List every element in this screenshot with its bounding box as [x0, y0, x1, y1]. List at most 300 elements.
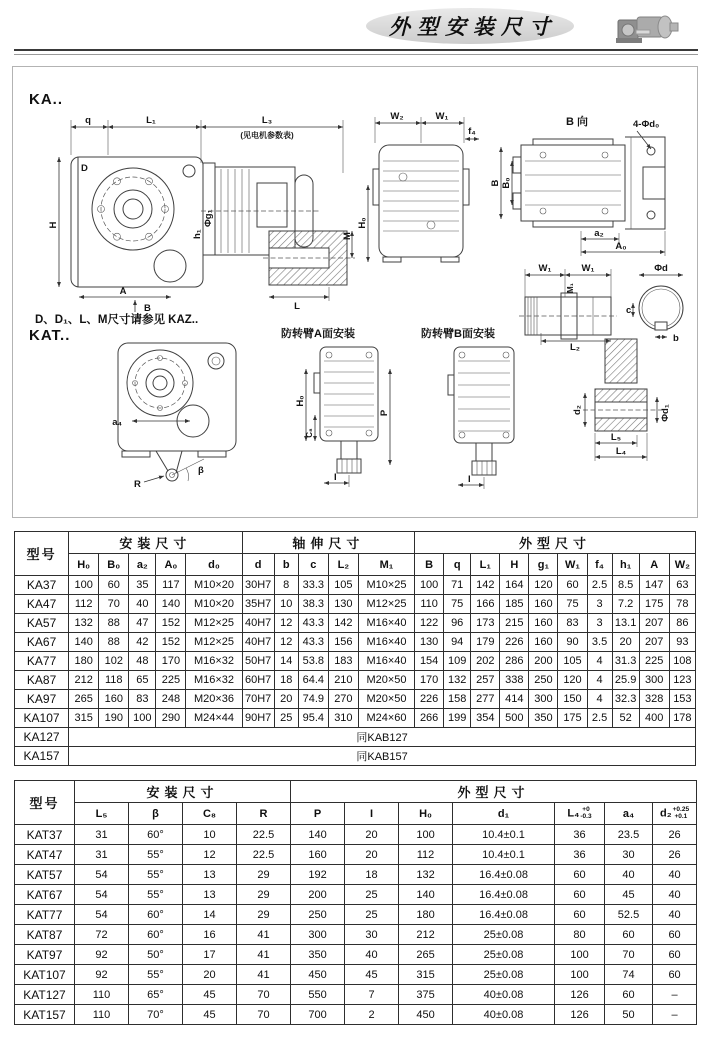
- model-cell: KA87: [15, 671, 69, 690]
- data-cell: 140: [399, 885, 453, 905]
- data-cell: 40H7: [242, 633, 274, 652]
- data-cell: 70: [237, 1005, 291, 1025]
- group-header: 外型尺寸: [291, 781, 697, 803]
- motor-table-note: (见电机参数表): [240, 131, 294, 140]
- data-cell: 140: [69, 633, 99, 652]
- data-cell: 153: [669, 690, 695, 709]
- dim-label-h0-side: H₀: [357, 217, 368, 229]
- ka-table-container: [14, 531, 696, 766]
- data-cell: 120: [529, 576, 558, 595]
- data-cell: 178: [669, 709, 695, 728]
- ka-housing: [71, 157, 203, 287]
- data-cell: –: [653, 985, 697, 1005]
- data-cell: 117: [156, 576, 186, 595]
- data-cell: 120: [558, 671, 587, 690]
- column-label: d₂: [660, 807, 672, 820]
- data-cell: 105: [558, 652, 587, 671]
- data-cell: 20: [183, 965, 237, 985]
- model-cell: KAT37: [15, 825, 75, 845]
- model-cell: KAT47: [15, 845, 75, 865]
- data-cell: 4: [587, 690, 612, 709]
- data-cell: 55°: [129, 865, 183, 885]
- data-cell: 315: [69, 709, 99, 728]
- data-cell: 123: [669, 671, 695, 690]
- data-cell: 183: [328, 652, 358, 671]
- data-cell: 36: [555, 845, 605, 865]
- dim-label-l3: L₃: [261, 115, 273, 126]
- dim-label-c8: C₈: [305, 428, 314, 438]
- model-cell: KAT67: [15, 885, 75, 905]
- data-cell: 88: [99, 614, 129, 633]
- dim-label-i-a: I: [334, 472, 337, 483]
- data-cell: 50: [605, 1005, 653, 1025]
- table-row: [15, 965, 697, 985]
- dim-label-beta: β: [198, 465, 204, 476]
- data-cell: 173: [471, 614, 500, 633]
- data-cell: 7: [345, 985, 399, 1005]
- data-cell: 350: [291, 945, 345, 965]
- data-cell: 25.9: [612, 671, 639, 690]
- data-cell: 152: [156, 633, 186, 652]
- dim-label-i-b: I: [468, 474, 471, 485]
- data-cell: 54: [75, 885, 129, 905]
- tolerance-lower: -0.3: [580, 812, 592, 820]
- kat-shaft-body: [583, 339, 665, 431]
- data-cell: 70: [605, 945, 653, 965]
- kat-arm: [144, 451, 204, 482]
- dim-label-h0-arm: H₀: [295, 395, 306, 407]
- data-cell: 50°: [129, 945, 183, 965]
- data-cell: 112: [69, 595, 99, 614]
- tolerance-lower: +0.1: [674, 812, 688, 820]
- data-cell: 140: [156, 595, 186, 614]
- data-cell: 52.5: [605, 905, 653, 925]
- column-header: [555, 803, 605, 825]
- data-cell: 199: [444, 709, 471, 728]
- data-cell: M10×25: [358, 576, 414, 595]
- data-cell: 70: [237, 985, 291, 1005]
- model-cell: KA47: [15, 595, 69, 614]
- data-cell: 200: [529, 652, 558, 671]
- data-cell: 100: [555, 965, 605, 985]
- data-cell: –: [653, 1005, 697, 1025]
- data-cell: 16.4±0.08: [453, 865, 555, 885]
- table-row: [15, 633, 696, 652]
- data-cell: 212: [399, 925, 453, 945]
- data-cell: 110: [415, 595, 444, 614]
- data-cell: 7.2: [612, 595, 639, 614]
- data-cell: 10: [274, 595, 298, 614]
- data-cell: 212: [69, 671, 99, 690]
- data-cell: 180: [69, 652, 99, 671]
- model-cell: KA127: [15, 728, 69, 747]
- data-cell: 29: [237, 885, 291, 905]
- data-cell: 164: [500, 576, 529, 595]
- kat-arm-a-view-drawing: [296, 341, 398, 491]
- data-cell: 33.3: [298, 576, 328, 595]
- data-cell: 277: [471, 690, 500, 709]
- data-cell: 30: [345, 925, 399, 945]
- data-cell: 55°: [129, 885, 183, 905]
- data-cell: 202: [471, 652, 500, 671]
- data-cell: 265: [399, 945, 453, 965]
- data-cell: 13.1: [612, 614, 639, 633]
- data-cell: 52: [612, 709, 639, 728]
- data-cell: 170: [156, 652, 186, 671]
- group-header: 安装尺寸: [69, 532, 242, 554]
- data-cell: 60°: [129, 925, 183, 945]
- data-cell: 38.3: [298, 595, 328, 614]
- data-cell: 8.5: [612, 576, 639, 595]
- data-cell: 150: [558, 690, 587, 709]
- ka-side-view-drawing: [357, 107, 483, 269]
- tolerance: [673, 807, 689, 820]
- data-cell: 207: [639, 614, 669, 633]
- data-cell: 100: [555, 945, 605, 965]
- column-header: L₂: [328, 554, 358, 576]
- data-cell: 90: [558, 633, 587, 652]
- data-cell: 175: [558, 709, 587, 728]
- column-header: H₀: [399, 803, 453, 825]
- data-cell: 40: [345, 945, 399, 965]
- b-view-label: B 向: [566, 116, 588, 128]
- data-cell: 60: [555, 885, 605, 905]
- data-cell: 74: [605, 965, 653, 985]
- data-cell: 14: [274, 652, 298, 671]
- data-cell: 160: [529, 633, 558, 652]
- data-cell: 25: [345, 905, 399, 925]
- model-cell: KAT97: [15, 945, 75, 965]
- dim-label-r: R: [134, 479, 141, 490]
- data-cell: 160: [529, 614, 558, 633]
- data-cell: 207: [639, 633, 669, 652]
- data-cell: 70H7: [242, 690, 274, 709]
- group-header: 安装尺寸: [75, 781, 291, 803]
- model-column-header: 型号: [15, 532, 69, 576]
- group-header: 外型尺寸: [415, 532, 696, 554]
- data-cell: 102: [99, 652, 129, 671]
- column-header: d₀: [186, 554, 242, 576]
- kat-series-label: KAT..: [29, 327, 71, 344]
- ka-dimensions-table: [14, 531, 696, 766]
- data-cell: 105: [328, 576, 358, 595]
- data-cell: 158: [444, 690, 471, 709]
- arm-a-dims: [306, 369, 390, 487]
- data-cell: 40: [129, 595, 156, 614]
- data-cell: 40±0.08: [453, 1005, 555, 1025]
- data-cell: 3: [587, 614, 612, 633]
- data-cell: 354: [471, 709, 500, 728]
- data-cell: 31: [75, 825, 129, 845]
- model-cell: KA107: [15, 709, 69, 728]
- data-cell: 132: [399, 865, 453, 885]
- data-cell: 18: [274, 671, 298, 690]
- data-cell: 20: [345, 825, 399, 845]
- dim-label-m: M: [342, 232, 353, 240]
- data-cell: 122: [415, 614, 444, 633]
- dim-label-w1-a: W₁: [538, 263, 552, 274]
- data-cell: 40±0.08: [453, 985, 555, 1005]
- data-cell: 16.4±0.08: [453, 905, 555, 925]
- data-cell: 60: [653, 965, 697, 985]
- bolt-holes-label: 4-Φd₀: [633, 119, 660, 130]
- data-cell: 40: [605, 865, 653, 885]
- model-cell: KAT157: [15, 1005, 75, 1025]
- data-cell: M10×20: [186, 576, 242, 595]
- data-cell: 41: [237, 945, 291, 965]
- data-cell: 225: [156, 671, 186, 690]
- data-cell: 12: [183, 845, 237, 865]
- ka-side-body: [373, 145, 469, 262]
- data-cell: 60: [99, 576, 129, 595]
- data-cell: 147: [639, 576, 669, 595]
- data-cell: M24×60: [358, 709, 414, 728]
- data-cell: 132: [69, 614, 99, 633]
- dim-label-b0: B₀: [501, 177, 512, 189]
- data-cell: 25±0.08: [453, 925, 555, 945]
- data-cell: 180: [399, 905, 453, 925]
- data-cell: 108: [669, 652, 695, 671]
- ka-series-label: KA..: [29, 91, 63, 108]
- data-cell: 25±0.08: [453, 965, 555, 985]
- column-header: d₁: [453, 803, 555, 825]
- data-cell: 64.4: [298, 671, 328, 690]
- table-row: [15, 925, 697, 945]
- dim-label-p: P: [379, 409, 390, 417]
- table-row: [15, 728, 696, 747]
- dim-label-a: A: [119, 286, 127, 297]
- column-header: g₁: [529, 554, 558, 576]
- data-cell: 75: [444, 595, 471, 614]
- ka-key-section-drawing: [625, 263, 700, 343]
- data-cell: 4: [587, 652, 612, 671]
- data-cell: 43.3: [298, 633, 328, 652]
- data-cell: 160: [529, 595, 558, 614]
- data-cell: 13: [183, 865, 237, 885]
- data-cell: 30H7: [242, 576, 274, 595]
- data-cell: 96: [444, 614, 471, 633]
- data-cell: 35: [129, 576, 156, 595]
- data-cell: 257: [471, 671, 500, 690]
- table-row: [15, 1005, 697, 1025]
- data-cell: 45: [345, 965, 399, 985]
- data-cell: M10×20: [186, 595, 242, 614]
- data-cell: 36: [555, 825, 605, 845]
- data-cell: M16×40: [358, 633, 414, 652]
- data-cell: 338: [500, 671, 529, 690]
- tolerance-upper: +0.25: [672, 806, 690, 813]
- data-cell: 328: [639, 690, 669, 709]
- data-cell: 12: [274, 633, 298, 652]
- data-cell: 50H7: [242, 652, 274, 671]
- data-cell: 40H7: [242, 614, 274, 633]
- data-cell: 500: [500, 709, 529, 728]
- b-view-dims: [501, 147, 665, 256]
- data-cell: 110: [75, 985, 129, 1005]
- data-cell: 265: [69, 690, 99, 709]
- data-cell: 23.5: [605, 825, 653, 845]
- kat-housing: [118, 343, 236, 457]
- dim-label-l: L: [294, 301, 300, 312]
- dim-label-a0: A₀: [615, 241, 627, 252]
- data-cell: 142: [328, 614, 358, 633]
- table-row: [15, 825, 697, 845]
- data-cell: 60: [555, 865, 605, 885]
- data-cell: 60: [605, 925, 653, 945]
- data-cell: 60: [653, 945, 697, 965]
- dim-label-l1: L₁: [146, 115, 156, 126]
- data-cell: 54: [75, 865, 129, 885]
- data-cell: M16×40: [358, 652, 414, 671]
- data-cell: 60: [653, 925, 697, 945]
- data-cell: 2: [345, 1005, 399, 1025]
- data-cell: 414: [500, 690, 529, 709]
- dim-label-d: D: [81, 163, 88, 174]
- column-header: H₀: [69, 554, 99, 576]
- data-cell: 92: [75, 965, 129, 985]
- data-cell: 25: [345, 885, 399, 905]
- data-cell: 250: [529, 671, 558, 690]
- data-cell: 126: [555, 1005, 605, 1025]
- data-cell: 210: [328, 671, 358, 690]
- column-header: A: [639, 554, 669, 576]
- b-view-body: [513, 137, 665, 229]
- column-header: R: [237, 803, 291, 825]
- data-cell: 78: [669, 595, 695, 614]
- data-cell: 60: [605, 985, 653, 1005]
- page-title: 外型安装尺寸: [389, 16, 557, 39]
- data-cell: 53.8: [298, 652, 328, 671]
- dim-label-d2: d₂: [572, 404, 583, 416]
- model-cell: KAT107: [15, 965, 75, 985]
- data-cell: 270: [328, 690, 358, 709]
- ka-front-view-drawing: [48, 107, 359, 314]
- data-cell: 54: [75, 905, 129, 925]
- data-cell: 226: [415, 690, 444, 709]
- table-row: [15, 905, 697, 925]
- table-row: [15, 614, 696, 633]
- data-cell: 25±0.08: [453, 945, 555, 965]
- data-cell: 40: [653, 865, 697, 885]
- dim-label-g1: Φg₁: [203, 209, 214, 227]
- column-header: β: [129, 803, 183, 825]
- dim-label-l5: L₅: [610, 432, 622, 443]
- data-cell: 118: [99, 671, 129, 690]
- data-cell: 14: [183, 905, 237, 925]
- table-row: [15, 690, 696, 709]
- data-cell: M24×44: [186, 709, 242, 728]
- data-cell: 12: [274, 614, 298, 633]
- model-cell: KAT77: [15, 905, 75, 925]
- dim-label-phid1: Φd₁: [660, 404, 671, 422]
- column-header: a₂: [129, 554, 156, 576]
- gearmotor-photo-shapes: [616, 16, 678, 43]
- dim-label-q: q: [85, 115, 91, 126]
- data-cell: 60H7: [242, 671, 274, 690]
- column-header: H: [500, 554, 529, 576]
- data-cell: 286: [500, 652, 529, 671]
- data-cell: 400: [639, 709, 669, 728]
- data-cell: 160: [291, 845, 345, 865]
- data-cell: 70: [99, 595, 129, 614]
- dim-label-f4: f₄: [468, 126, 476, 137]
- column-header: q: [444, 554, 471, 576]
- data-cell: 83: [558, 614, 587, 633]
- column-header: d: [242, 554, 274, 576]
- data-cell: 226: [500, 633, 529, 652]
- header-divider: [14, 49, 698, 55]
- data-cell: 17: [183, 945, 237, 965]
- data-cell: 93: [669, 633, 695, 652]
- arm-a-install-label: 防转臂A面安装: [281, 328, 355, 340]
- data-cell: 10.4±0.1: [453, 845, 555, 865]
- data-cell: 2.5: [587, 709, 612, 728]
- ka-reference-note: D、D₁、L、M尺寸请参见 KAZ..: [35, 314, 199, 326]
- group-header: 轴伸尺寸: [242, 532, 414, 554]
- column-header: P: [291, 803, 345, 825]
- table-row: [15, 885, 697, 905]
- data-cell: 65: [129, 671, 156, 690]
- data-cell: M20×50: [358, 690, 414, 709]
- data-cell: 166: [471, 595, 500, 614]
- data-cell: 300: [291, 925, 345, 945]
- key-section-body: [633, 286, 683, 337]
- data-cell: 25: [274, 709, 298, 728]
- kat-arm-b-view-drawing: [436, 341, 533, 491]
- data-cell: 32.3: [612, 690, 639, 709]
- column-header: h₁: [612, 554, 639, 576]
- data-cell: 450: [291, 965, 345, 985]
- model-cell: KAT57: [15, 865, 75, 885]
- model-cell: KA67: [15, 633, 69, 652]
- data-cell: 132: [444, 671, 471, 690]
- model-cell: KAT87: [15, 925, 75, 945]
- data-cell: 22.5: [237, 845, 291, 865]
- data-cell: 90H7: [242, 709, 274, 728]
- data-cell: 35H7: [242, 595, 274, 614]
- data-cell: 29: [237, 865, 291, 885]
- data-cell: M12×25: [358, 595, 414, 614]
- dim-label-phid: Φd: [654, 263, 668, 274]
- data-cell: 43.3: [298, 614, 328, 633]
- dim-label-c: c: [626, 305, 632, 316]
- data-cell: 266: [415, 709, 444, 728]
- model-cell: KA37: [15, 576, 69, 595]
- data-cell: 192: [291, 865, 345, 885]
- dim-label-l2: L₂: [569, 342, 581, 353]
- column-header: I: [345, 803, 399, 825]
- page-title-banner: [366, 8, 574, 44]
- data-cell: 112: [399, 845, 453, 865]
- data-cell: 225: [639, 652, 669, 671]
- table-row: [15, 747, 696, 766]
- data-cell: M12×25: [186, 633, 242, 652]
- data-cell: 315: [399, 965, 453, 985]
- gearmotor-photo: [612, 8, 682, 48]
- arm-a-body: [314, 347, 378, 473]
- column-header: L₁: [471, 554, 500, 576]
- data-cell: 4: [587, 671, 612, 690]
- dim-label-w1-b: W₁: [581, 263, 595, 274]
- shaft-dims-lines: [525, 269, 611, 345]
- data-cell: 130: [328, 595, 358, 614]
- data-cell: 86: [669, 614, 695, 633]
- data-cell: 3: [587, 595, 612, 614]
- column-header: c: [298, 554, 328, 576]
- data-cell: 152: [156, 614, 186, 633]
- arm-b-install-label: 防转臂B面安装: [421, 328, 495, 340]
- data-cell: 31.3: [612, 652, 639, 671]
